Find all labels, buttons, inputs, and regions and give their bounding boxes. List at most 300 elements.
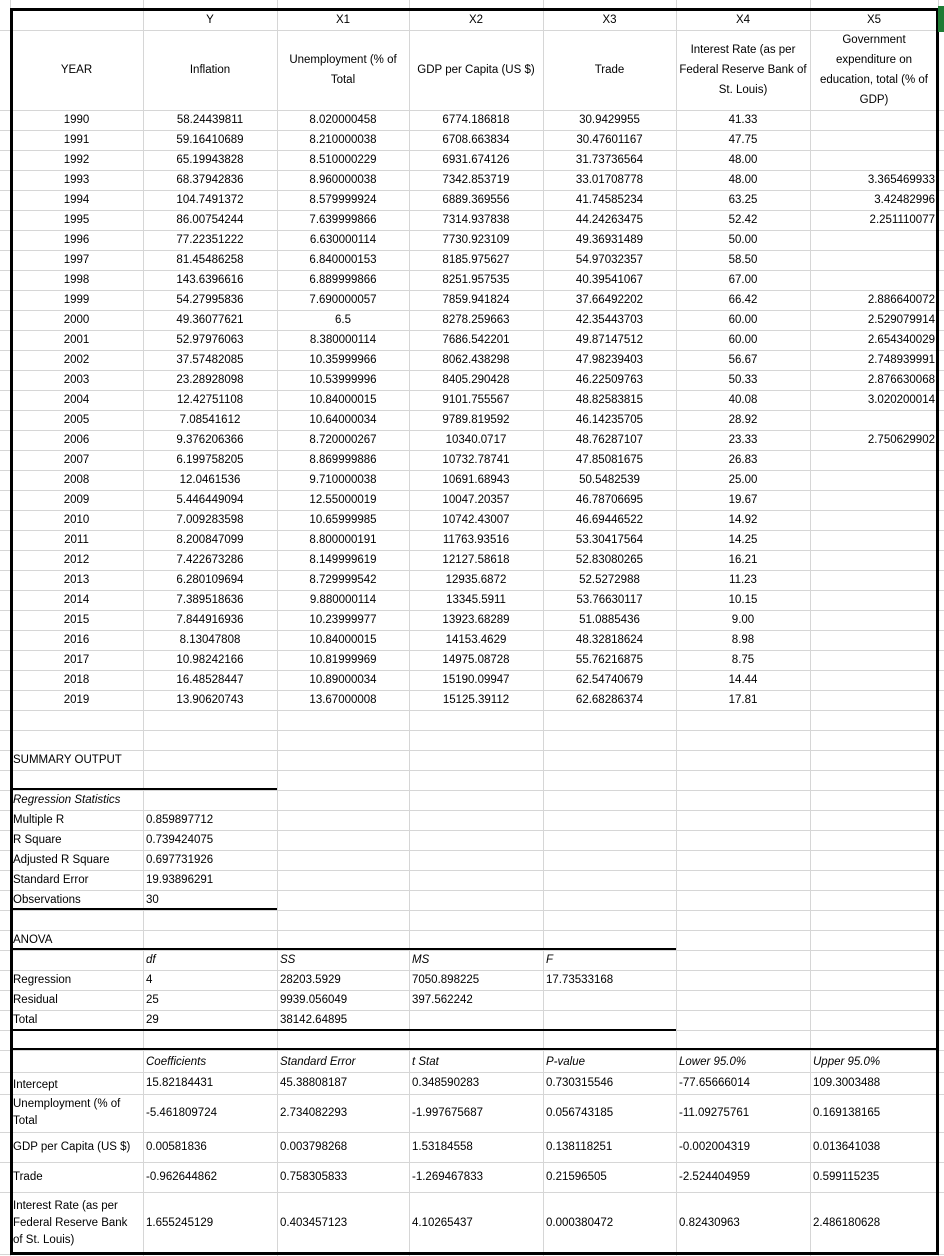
anova-header[interactable]: SS — [280, 954, 296, 966]
data-cell[interactable]: 10.84000015 — [309, 394, 377, 406]
coef-value[interactable]: 0.056743185 — [546, 1107, 614, 1119]
data-cell[interactable]: 14.44 — [728, 674, 758, 686]
data-cell[interactable]: 7.389518636 — [176, 594, 244, 606]
data-cell[interactable]: 30.9429955 — [579, 114, 640, 126]
data-cell[interactable]: 7.422673286 — [176, 554, 244, 566]
data-cell[interactable]: 40.08 — [728, 394, 758, 406]
data-cell[interactable]: 44.24263475 — [575, 214, 644, 226]
data-cell[interactable] — [810, 250, 938, 270]
coef-value[interactable]: -0.962644862 — [146, 1171, 217, 1183]
coef-row-label[interactable]: Trade — [13, 1170, 43, 1183]
data-cell[interactable]: 77.22351222 — [176, 234, 244, 246]
year-cell[interactable]: 1999 — [63, 294, 90, 306]
data-cell[interactable]: 6.199758205 — [176, 454, 244, 466]
year-cell[interactable]: 1992 — [63, 154, 90, 166]
coef-value[interactable]: 2.734082293 — [280, 1107, 348, 1119]
coef-value[interactable]: 109.3003488 — [813, 1077, 881, 1089]
data-cell[interactable]: 49.36077621 — [176, 314, 244, 326]
data-cell[interactable]: 46.69446522 — [575, 514, 644, 526]
data-cell[interactable]: 10.23999977 — [309, 614, 377, 626]
data-cell[interactable]: 8.960000038 — [309, 174, 377, 186]
data-cell[interactable]: 10.89000034 — [309, 674, 377, 686]
year-cell[interactable]: 2000 — [63, 314, 90, 326]
data-cell[interactable]: 52.97976063 — [176, 334, 244, 346]
data-cell[interactable]: 42.35443703 — [575, 314, 644, 326]
year-cell[interactable]: 2009 — [63, 494, 90, 506]
data-cell[interactable]: 67.00 — [728, 274, 758, 286]
reg-stat-label[interactable]: Standard Error — [13, 874, 89, 886]
coef-value[interactable]: 0.599115235 — [813, 1171, 880, 1183]
data-cell[interactable] — [810, 530, 938, 550]
coef-value[interactable]: 1.53184558 — [412, 1141, 473, 1153]
anova-value[interactable]: 9939.056049 — [280, 994, 348, 1006]
data-cell[interactable]: 8278.259663 — [442, 314, 510, 326]
year-cell[interactable]: 2016 — [63, 634, 90, 646]
reg-stat-value[interactable]: 0.739424075 — [146, 834, 214, 846]
data-cell[interactable]: 62.68286374 — [575, 694, 644, 706]
data-cell[interactable]: 46.14235705 — [575, 414, 644, 426]
data-cell[interactable]: 30.47601167 — [576, 134, 643, 146]
data-cell[interactable]: 58.24439811 — [176, 114, 244, 126]
data-cell[interactable]: 6.5 — [335, 314, 351, 326]
data-cell[interactable]: 2.654340029 — [867, 334, 935, 346]
data-cell[interactable]: 8.380000114 — [309, 334, 377, 346]
data-cell[interactable]: 7.844916936 — [176, 614, 244, 626]
data-cell[interactable] — [810, 450, 938, 470]
year-cell[interactable]: 1995 — [63, 214, 90, 226]
data-cell[interactable]: 2.876630068 — [867, 374, 935, 386]
data-cell[interactable]: 8.579999924 — [309, 194, 377, 206]
anova-value[interactable]: 17.73533168 — [546, 974, 614, 986]
year-cell[interactable]: 2003 — [63, 374, 90, 386]
anova-row-label[interactable]: Residual — [13, 994, 58, 1006]
data-cell[interactable]: 14.92 — [728, 514, 758, 526]
data-cell[interactable]: 47.98239403 — [575, 354, 644, 366]
data-cell[interactable] — [810, 650, 938, 670]
data-cell[interactable]: 7.009283598 — [176, 514, 244, 526]
coef-row-label[interactable]: Unemployment (% of Total — [13, 1098, 121, 1127]
data-cell[interactable] — [810, 110, 938, 130]
coef-row-label[interactable]: Intercept — [13, 1079, 58, 1091]
data-cell[interactable]: 7.690000057 — [309, 294, 377, 306]
data-cell[interactable]: 49.87147512 — [575, 334, 644, 346]
data-cell[interactable]: 10047.20357 — [442, 494, 510, 506]
anova-value[interactable]: 25 — [146, 994, 159, 1006]
data-cell[interactable]: 56.67 — [728, 354, 758, 366]
year-cell[interactable]: 2006 — [63, 434, 90, 446]
anova-value[interactable]: 397.562242 — [412, 994, 473, 1006]
data-cell[interactable]: 8.13047808 — [179, 634, 241, 646]
data-cell[interactable]: 12935.6872 — [445, 574, 507, 586]
coef-value[interactable]: 4.10265437 — [412, 1217, 473, 1229]
data-cell[interactable]: 6931.674126 — [442, 154, 510, 166]
coef-value[interactable]: 0.348590283 — [412, 1077, 480, 1089]
data-cell[interactable] — [810, 690, 938, 710]
data-cell[interactable]: 86.00754244 — [176, 214, 244, 226]
column-letter-header[interactable]: Y — [206, 14, 214, 26]
data-cell[interactable]: 37.66492202 — [575, 294, 644, 306]
data-cell[interactable] — [810, 270, 938, 290]
data-cell[interactable]: 9101.755567 — [442, 394, 510, 406]
data-cell[interactable]: 7730.923109 — [442, 234, 510, 246]
data-cell[interactable]: 8.869999886 — [309, 454, 377, 466]
data-cell[interactable] — [810, 670, 938, 690]
coef-header[interactable]: Standard Error — [280, 1056, 356, 1068]
data-cell[interactable]: 9.00 — [731, 614, 755, 626]
data-cell[interactable] — [810, 230, 938, 250]
coef-value[interactable]: -77.65666014 — [679, 1077, 750, 1089]
coef-value[interactable]: 0.00581836 — [146, 1141, 207, 1153]
data-cell[interactable] — [810, 410, 938, 430]
coef-value[interactable]: 0.403457123 — [280, 1217, 348, 1229]
data-cell[interactable]: 11.23 — [729, 574, 757, 586]
gridline-horizontal — [0, 730, 944, 731]
coef-value[interactable]: 0.21596505 — [546, 1171, 607, 1183]
coef-value[interactable]: 0.000380472 — [546, 1217, 614, 1229]
coef-value[interactable]: 45.38808187 — [280, 1077, 348, 1089]
year-cell[interactable]: 1997 — [63, 254, 90, 266]
year-cell[interactable]: 2004 — [63, 394, 90, 406]
data-cell[interactable]: 2.251110077 — [869, 214, 935, 226]
data-cell[interactable]: 8185.975627 — [442, 254, 510, 266]
data-cell[interactable]: 47.85081675 — [575, 454, 644, 466]
data-cell[interactable]: 2.750629902 — [867, 434, 935, 446]
data-cell[interactable]: 9789.819592 — [442, 414, 510, 426]
anova-header[interactable]: MS — [412, 954, 430, 966]
data-cell[interactable]: 23.28928098 — [176, 374, 244, 386]
data-cell[interactable]: 37.57482085 — [176, 354, 244, 366]
data-cell[interactable]: 52.83080265 — [575, 554, 644, 566]
data-cell[interactable]: 52.42 — [728, 214, 758, 226]
data-cell[interactable]: 50.33 — [728, 374, 758, 386]
frame-top — [10, 8, 938, 11]
data-cell[interactable]: 10.81999969 — [309, 654, 377, 666]
column-letter-header[interactable]: X2 — [468, 14, 484, 26]
coef-value[interactable]: 0.758305833 — [280, 1171, 348, 1183]
data-cell[interactable]: 8.98 — [731, 634, 755, 646]
data-cell[interactable] — [810, 610, 938, 630]
coef-value[interactable]: 15.82184431 — [146, 1077, 214, 1089]
data-cell[interactable] — [810, 150, 938, 170]
column-name-header[interactable]: Government expenditure on education, total (% of GDP) — [819, 34, 929, 106]
column-letter-header[interactable]: X3 — [602, 14, 617, 26]
year-cell[interactable]: 2010 — [63, 514, 90, 526]
year-cell[interactable]: 2002 — [63, 354, 90, 366]
data-cell[interactable]: 10.53999996 — [309, 374, 377, 386]
data-cell[interactable]: 49.36931489 — [575, 234, 644, 246]
data-cell[interactable]: 48.76287107 — [575, 434, 644, 446]
data-cell[interactable] — [810, 570, 938, 590]
coef-row-label[interactable]: Interest Rate (as per Federal Reserve Bank of St. Louis) — [13, 1199, 128, 1246]
coef-top-border — [10, 1048, 938, 1050]
data-cell[interactable]: 7.639999866 — [309, 214, 377, 226]
data-cell[interactable]: 10691.68943 — [442, 474, 510, 486]
data-cell[interactable]: 33.01708778 — [575, 174, 644, 186]
data-cell[interactable]: 2.748939991 — [867, 354, 935, 366]
coef-header[interactable]: Coefficients — [146, 1056, 207, 1068]
data-cell[interactable]: 8.510000229 — [309, 154, 377, 166]
year-cell[interactable]: 1990 — [63, 114, 90, 126]
data-cell[interactable]: 9.710000038 — [309, 474, 377, 486]
data-cell[interactable]: 8.75 — [731, 654, 755, 666]
year-cell[interactable]: 2007 — [63, 454, 90, 466]
year-cell[interactable]: 1993 — [63, 174, 90, 186]
data-cell[interactable]: 46.78706695 — [575, 494, 644, 506]
data-cell[interactable]: 15125.39112 — [442, 694, 510, 706]
data-cell[interactable]: 8.149999619 — [309, 554, 377, 566]
data-cell[interactable]: 10340.0717 — [445, 434, 507, 446]
data-cell[interactable] — [810, 550, 938, 570]
coef-value[interactable]: -1.269467833 — [412, 1171, 483, 1183]
data-cell[interactable]: 12.42751108 — [176, 394, 244, 406]
anova-value[interactable]: 29 — [146, 1014, 159, 1026]
reg-stat-label[interactable]: Multiple R — [13, 814, 65, 826]
data-cell[interactable]: 7686.542201 — [442, 334, 510, 346]
data-cell[interactable] — [810, 470, 938, 490]
data-cell[interactable]: 62.54740679 — [575, 674, 644, 686]
data-cell[interactable]: 14153.4629 — [445, 634, 507, 646]
data-cell[interactable]: 54.27995836 — [176, 294, 244, 306]
data-cell[interactable]: 26.83 — [728, 454, 758, 466]
data-cell[interactable]: 81.45486258 — [176, 254, 244, 266]
data-cell[interactable]: 10.65999985 — [309, 514, 377, 526]
column-name-header[interactable]: Interest Rate (as per Federal Reserve Bank of St. Louis) — [679, 44, 807, 96]
data-cell[interactable]: 13923.68289 — [442, 614, 510, 626]
anova-row-label[interactable]: Total — [13, 1014, 38, 1026]
data-cell[interactable]: 46.22509763 — [575, 374, 644, 386]
data-cell[interactable]: 13345.5911 — [446, 594, 506, 606]
data-cell[interactable]: 48.00 — [728, 154, 758, 166]
data-cell[interactable]: 55.76216875 — [575, 654, 644, 666]
coef-value[interactable]: -5.461809724 — [146, 1107, 217, 1119]
coef-value[interactable]: 0.169138165 — [813, 1107, 881, 1119]
data-cell[interactable]: 50.5482539 — [579, 474, 640, 486]
anova-value[interactable] — [543, 1010, 676, 1030]
data-cell[interactable]: 23.33 — [728, 434, 758, 446]
year-cell[interactable]: 2013 — [63, 574, 90, 586]
data-cell[interactable]: 16.21 — [728, 554, 758, 566]
coef-value[interactable]: 0.82430963 — [679, 1217, 740, 1229]
column-name-header[interactable]: Inflation — [189, 64, 231, 76]
data-cell[interactable] — [810, 490, 938, 510]
data-cell[interactable]: 6.630000114 — [309, 234, 377, 246]
coef-header[interactable]: P-value — [546, 1056, 585, 1068]
data-cell[interactable]: 10.35999966 — [309, 354, 377, 366]
summary-title[interactable]: SUMMARY OUTPUT — [13, 754, 122, 766]
data-cell[interactable]: 48.32818624 — [575, 634, 644, 646]
data-cell[interactable]: 17.81 — [728, 694, 758, 706]
data-cell[interactable]: 7314.937838 — [442, 214, 510, 226]
data-cell[interactable]: 50.00 — [728, 234, 758, 246]
data-cell[interactable]: 8.800000191 — [309, 534, 377, 546]
reg-stat-value[interactable]: 30 — [146, 894, 159, 906]
data-cell[interactable]: 6889.369556 — [442, 194, 510, 206]
data-cell[interactable]: 8062.438298 — [442, 354, 510, 366]
data-cell[interactable]: 41.33 — [728, 114, 758, 126]
data-cell[interactable]: 14.25 — [728, 534, 758, 546]
data-cell[interactable]: 2.886640072 — [867, 294, 935, 306]
data-cell[interactable]: 104.7491372 — [176, 194, 244, 206]
header-year[interactable]: YEAR — [60, 64, 93, 76]
data-cell[interactable]: 3.365469933 — [867, 174, 935, 186]
coef-row-label[interactable]: GDP per Capita (US $) — [13, 1140, 131, 1153]
data-cell[interactable]: 58.50 — [728, 254, 758, 266]
data-cell[interactable]: 10732.78741 — [442, 454, 510, 466]
reg-stat-label[interactable]: Observations — [13, 894, 81, 906]
data-cell[interactable]: 10.64000034 — [309, 414, 377, 426]
coef-header[interactable]: Lower 95.0% — [679, 1056, 747, 1068]
data-cell[interactable]: 8.020000458 — [309, 114, 377, 126]
data-cell[interactable]: 28.92 — [728, 414, 758, 426]
year-cell[interactable]: 2019 — [63, 694, 90, 706]
year-cell[interactable]: 2001 — [63, 334, 90, 346]
data-cell[interactable] — [810, 590, 938, 610]
data-cell[interactable]: 5.446449094 — [176, 494, 244, 506]
coef-value[interactable]: -2.524404959 — [679, 1171, 750, 1183]
data-cell[interactable]: 53.76630117 — [576, 594, 643, 606]
data-cell[interactable]: 8.210000038 — [309, 134, 377, 146]
data-cell[interactable]: 14975.08728 — [442, 654, 510, 666]
data-cell[interactable]: 8.200847099 — [176, 534, 244, 546]
data-cell[interactable]: 41.74585234 — [575, 194, 644, 206]
reg-stat-label[interactable]: Adjusted R Square — [13, 854, 110, 866]
year-cell[interactable]: 2011 — [64, 534, 89, 546]
data-cell[interactable]: 65.19943828 — [176, 154, 244, 166]
anova-value[interactable] — [409, 1010, 543, 1030]
year-cell[interactable]: 2018 — [63, 674, 90, 686]
data-cell[interactable]: 8.729999542 — [309, 574, 377, 586]
regression-stats-title[interactable]: Regression Statistics — [13, 794, 121, 806]
data-cell[interactable]: 6708.663834 — [442, 134, 510, 146]
data-cell[interactable]: 11763.93516 — [442, 534, 510, 546]
coef-value[interactable]: 2.486180628 — [813, 1217, 881, 1229]
reg-stat-value[interactable]: 19.93896291 — [146, 874, 214, 886]
year-cell[interactable]: 2014 — [63, 594, 90, 606]
data-cell[interactable]: 10.98242166 — [176, 654, 244, 666]
data-cell[interactable]: 7.08541612 — [179, 414, 241, 426]
data-cell[interactable]: 7859.941824 — [442, 294, 510, 306]
data-cell[interactable]: 13.67000008 — [309, 694, 377, 706]
data-cell[interactable]: 51.0885436 — [579, 614, 640, 626]
year-cell[interactable]: 2017 — [63, 654, 90, 666]
reg-stat-label[interactable]: R Square — [13, 834, 62, 846]
data-cell[interactable]: 60.00 — [728, 314, 758, 326]
year-cell[interactable]: 2008 — [63, 474, 90, 486]
data-cell[interactable]: 8405.290428 — [442, 374, 510, 386]
data-cell[interactable]: 16.48528447 — [176, 674, 244, 686]
column-letter-header[interactable]: X4 — [735, 14, 751, 26]
data-cell[interactable]: 25.00 — [728, 474, 758, 486]
year-cell[interactable]: 2015 — [63, 614, 90, 626]
coef-value[interactable]: -0.002004319 — [679, 1141, 750, 1153]
column-letter-header[interactable]: X5 — [866, 14, 882, 26]
data-cell[interactable]: 60.00 — [728, 334, 758, 346]
year-cell[interactable]: 2012 — [63, 554, 90, 566]
reg-stat-value[interactable]: 0.697731926 — [146, 854, 214, 866]
data-cell[interactable]: 66.42 — [728, 294, 758, 306]
data-cell[interactable]: 19.67 — [728, 494, 758, 506]
coef-header[interactable]: t Stat — [412, 1056, 439, 1068]
data-cell[interactable]: 59.16410689 — [176, 134, 244, 146]
data-cell[interactable]: 68.37942836 — [176, 174, 244, 186]
column-letter-header[interactable]: X1 — [335, 14, 351, 26]
data-cell[interactable]: 6.840000153 — [309, 254, 377, 266]
anova-row-label[interactable]: Regression — [13, 974, 72, 986]
data-cell[interactable]: 8251.957535 — [442, 274, 510, 286]
data-cell[interactable]: 63.25 — [728, 194, 758, 206]
data-cell[interactable]: 10.15 — [728, 594, 758, 606]
reg-stat-value[interactable]: 0.859897712 — [146, 814, 214, 826]
anova-value[interactable] — [543, 990, 676, 1010]
data-cell[interactable]: 10.84000015 — [309, 634, 377, 646]
data-cell[interactable]: 15190.09947 — [442, 674, 510, 686]
column-name-header[interactable]: GDP per Capita (US $) — [417, 64, 535, 76]
data-cell[interactable]: 53.30417564 — [575, 534, 644, 546]
coef-header[interactable]: Upper 95.0% — [813, 1056, 881, 1068]
data-cell[interactable]: 12127.58618 — [442, 554, 510, 566]
coef-value[interactable]: -11.09275761 — [679, 1107, 750, 1119]
coef-value[interactable]: 0.013641038 — [813, 1141, 881, 1153]
year-cell[interactable]: 2005 — [63, 414, 90, 426]
anova-header[interactable]: F — [546, 954, 554, 966]
data-cell[interactable]: 12.55000019 — [309, 494, 377, 506]
coef-value[interactable]: 0.138118251 — [546, 1141, 613, 1153]
year-cell[interactable]: 1991 — [63, 134, 90, 146]
anova-value[interactable]: 28203.5929 — [280, 974, 341, 986]
data-cell[interactable]: 8.720000267 — [309, 434, 377, 446]
data-cell[interactable]: 31.73736564 — [575, 154, 644, 166]
data-cell[interactable] — [810, 510, 938, 530]
data-cell[interactable]: 2.529079914 — [867, 314, 935, 326]
coef-value[interactable]: 1.655245129 — [146, 1217, 214, 1229]
data-cell[interactable]: 9.880000114 — [309, 594, 377, 606]
column-name-header[interactable]: Trade — [594, 64, 625, 76]
data-cell[interactable]: 7342.853719 — [442, 174, 510, 186]
frame-bottom — [10, 1252, 939, 1255]
data-cell[interactable]: 52.5272988 — [579, 574, 640, 586]
data-cell[interactable]: 3.020200014 — [867, 394, 935, 406]
data-cell[interactable] — [810, 130, 938, 150]
year-cell[interactable]: 1998 — [63, 274, 90, 286]
year-cell[interactable]: 1996 — [63, 234, 90, 246]
coef-value[interactable]: 0.730315546 — [546, 1077, 614, 1089]
data-cell[interactable]: 3.42482996 — [874, 194, 935, 206]
data-cell[interactable] — [810, 630, 938, 650]
anova-value[interactable]: 38142.64895 — [280, 1014, 348, 1026]
anova-value[interactable]: 4 — [146, 974, 153, 986]
data-cell[interactable]: 6774.186818 — [442, 114, 510, 126]
data-cell[interactable]: 143.6396616 — [176, 274, 244, 286]
data-cell[interactable]: 9.376206366 — [176, 434, 244, 446]
data-cell[interactable]: 47.75 — [728, 134, 758, 146]
anova-value[interactable]: 7050.898225 — [412, 974, 480, 986]
data-cell[interactable]: 54.97032357 — [575, 254, 644, 266]
data-cell[interactable]: 6.280109694 — [176, 574, 244, 586]
anova-title[interactable]: ANOVA — [13, 934, 53, 946]
coef-value[interactable]: 0.003798268 — [280, 1141, 348, 1153]
data-cell[interactable]: 6.889999866 — [309, 274, 377, 286]
anova-header[interactable]: df — [146, 954, 156, 966]
data-cell[interactable]: 48.00 — [728, 174, 758, 186]
column-name-header[interactable]: Unemployment (% of Total — [289, 54, 397, 86]
data-cell[interactable]: 12.0461536 — [179, 474, 241, 486]
data-cell[interactable]: 40.39541067 — [575, 274, 644, 286]
data-cell[interactable]: 10742.43007 — [442, 514, 510, 526]
data-cell[interactable]: 48.82583815 — [575, 394, 644, 406]
year-cell[interactable]: 1994 — [63, 194, 90, 206]
coef-value[interactable]: -1.997675687 — [412, 1107, 483, 1119]
data-cell[interactable]: 13.90620743 — [176, 694, 244, 706]
